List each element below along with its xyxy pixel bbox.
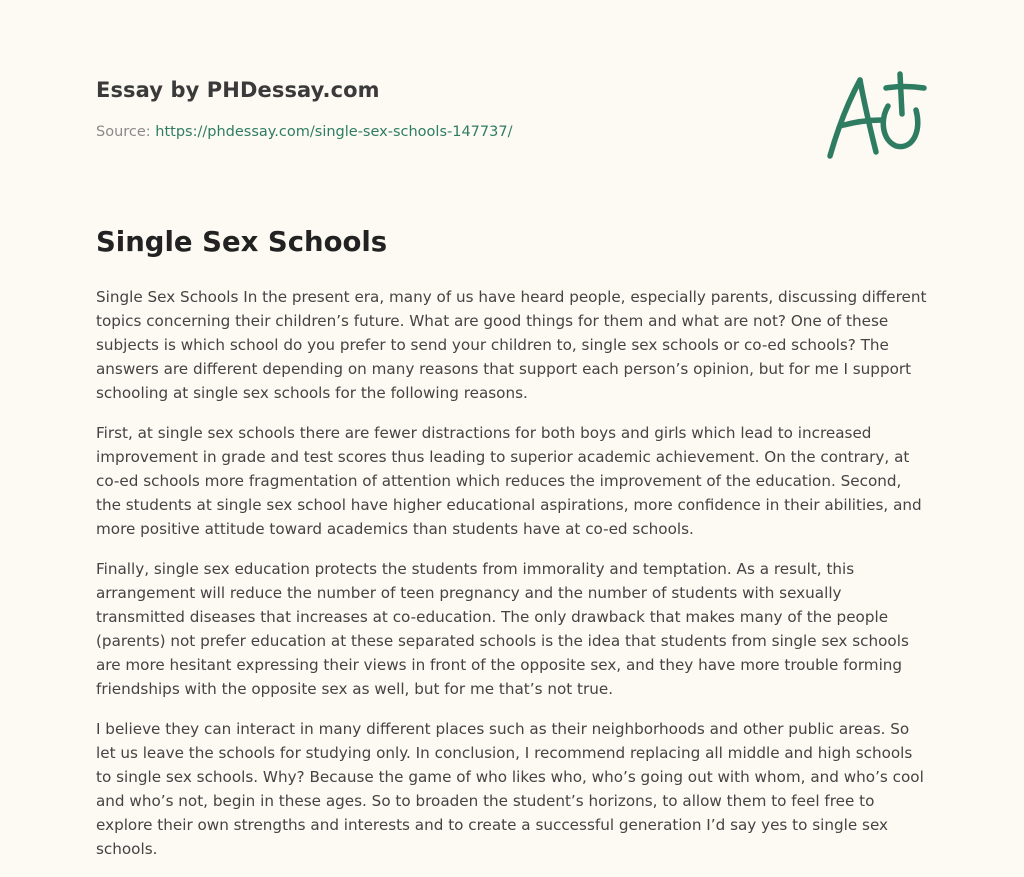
essay-title: Single Sex Schools (96, 226, 388, 258)
essay-paragraph: Single Sex Schools In the present era, many of us have heard people, especially parents, discussing different topics concerning their children’s future. What are good things for them and what are not? One of these subjects is which school do you prefer to send your children to, single sex schools or co-ed schools? The answers are different depending on many reasons that support each person’s opinion, but for me I support schooling at single sex schools for the following reasons. (96, 288, 927, 402)
essay-paragraph: Finally, single sex education protects the students from immorality and temptation. As a result, this arrangement will reduce the number of teen pregnancy and the number of students with sexually transmitted diseases that increases at co-education. The only drawback that makes many of the people (parents) not prefer education at these separated schools is the idea that students from single sex schools are more hesitant expressing their views in front of the opposite sex, and they have more trouble forming friendships with the opposite sex as well, but for me that’s not true. (96, 560, 909, 698)
source-link[interactable]: https://phdessay.com/single-sex-schools-147737/ (155, 124, 513, 140)
a-plus-grade-icon (824, 68, 928, 164)
essay-paragraph: First, at single sex schools there are fewer distractions for both boys and girls which lead to increased improvement in grade and test scores thus leading to superior academic achievement. On the contrary, at co-ed schools more fragmentation of attention which reduces the improvement of the education. Second, the students at single sex school have higher educational aspirations, more confidence in their abilities, and more positive attitude toward academics than students have at co-ed schools. (96, 424, 922, 538)
source-label: Source: (96, 124, 151, 140)
site-title: Essay by PHDessay.com (96, 78, 380, 102)
essay-body (96, 285, 928, 877)
essay-paragraph: I believe they can interact in many different places such as their neighborhoods and other public areas. So let us leave the schools for studying only. In conclusion, I recommend replacing all middle and high schools to single sex schools. Why? Because the game of who likes who, who’s going out with whom, and who’s cool and who’s not, begin in these ages. So to broaden the student’s horizons, to allow them to feel free to explore their own strengths and interests and to create a successful generation I’d say yes to single sex schools. (96, 720, 924, 858)
source-line (96, 124, 512, 140)
